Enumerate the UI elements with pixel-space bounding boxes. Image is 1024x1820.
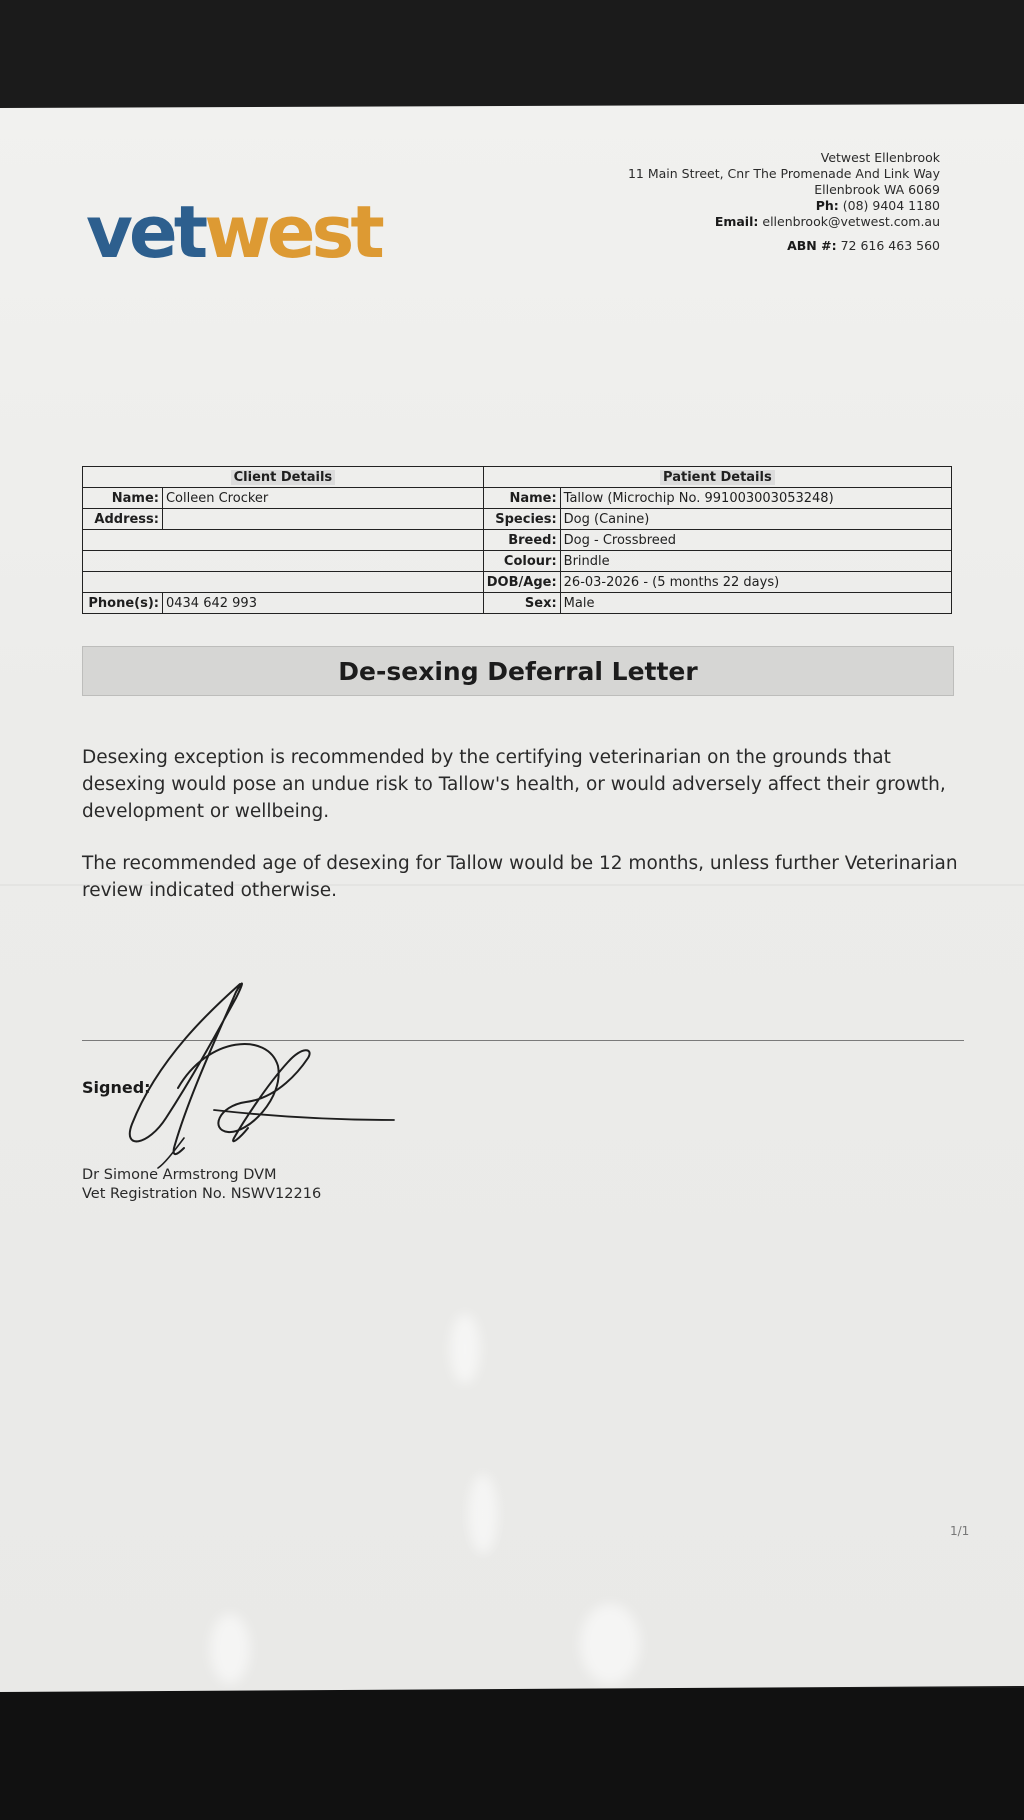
patient-name-value: Tallow (Microchip No. 991003003053248) (560, 488, 951, 509)
details-table (82, 466, 952, 614)
paper-crease (468, 1474, 498, 1554)
client-name-label: Name: (83, 488, 163, 509)
vet-name: Dr Simone Armstrong DVM (82, 1167, 277, 1183)
patient-species-value: Dog (Canine) (560, 509, 951, 530)
page-number: 1/1 (950, 1524, 970, 1538)
empty-cell (83, 530, 484, 551)
table-row (83, 593, 952, 614)
paper-crease (210, 1614, 250, 1684)
patient-breed-value: Dog - Crossbreed (560, 530, 951, 551)
letter-title-bar (82, 646, 954, 696)
patient-dob-label: DOB/Age: (483, 572, 560, 593)
table-row (83, 509, 952, 530)
patient-dob-value: 26-03-2026 - (5 months 22 days) (560, 572, 951, 593)
patient-breed-label: Breed: (483, 530, 560, 551)
table-row (83, 530, 952, 551)
paper-crease (580, 1604, 640, 1684)
table-row (83, 488, 952, 509)
details-header-row (83, 467, 952, 488)
patient-sex-value: Male (560, 593, 951, 614)
clinic-phone: Ph: (08) 9404 1180 (815, 198, 940, 213)
client-phone-value: 0434 642 993 (162, 593, 483, 614)
clinic-abn: ABN #: 72 616 463 560 (787, 238, 940, 253)
patient-name-label: Name: (483, 488, 560, 509)
table-row (83, 551, 952, 572)
empty-cell (83, 572, 484, 593)
paper-crease (450, 1314, 480, 1384)
client-address-value (162, 509, 483, 530)
letter-paragraph-1: Desexing exception is recommended by the certifying veterinarian on the grounds that desexing would pose an undue risk to Tallow's health, or would adversely affect their growth, development or wellbeing. (82, 747, 946, 822)
client-phone-label: Phone(s): (83, 593, 163, 614)
vetwest-logo: vetwest (86, 190, 381, 274)
patient-species-label: Species: (483, 509, 560, 530)
client-address-label: Address: (83, 509, 163, 530)
patient-colour-value: Brindle (560, 551, 951, 572)
clinic-street: 11 Main Street, Cnr The Promenade And Link Way (627, 166, 940, 181)
patient-colour-label: Colour: (483, 551, 560, 572)
background-surface (0, 1688, 1024, 1820)
vet-credentials (82, 1166, 321, 1204)
letter-title: De-sexing Deferral Letter (338, 656, 698, 686)
letter-paragraph-2: The recommended age of desexing for Tallow would be 12 months, unless further Veterinarian review indicated otherwise. (82, 853, 958, 901)
patient-details-header: Patient Details (483, 467, 951, 488)
client-name-value: Colleen Crocker (162, 488, 483, 509)
handwritten-signature (118, 978, 408, 1178)
clinic-suburb: Ellenbrook WA 6069 (814, 182, 940, 197)
vet-registration: Vet Registration No. NSWV12216 (82, 1186, 322, 1202)
table-row (83, 572, 952, 593)
clinic-email: Email: ellenbrook@vetwest.com.au (714, 214, 940, 229)
signed-label: Signed: (82, 1078, 151, 1097)
clinic-address-block (628, 150, 940, 254)
clinic-name: Vetwest Ellenbrook (820, 150, 940, 165)
empty-cell (83, 551, 484, 572)
client-details-header: Client Details (83, 467, 484, 488)
patient-sex-label: Sex: (483, 593, 560, 614)
